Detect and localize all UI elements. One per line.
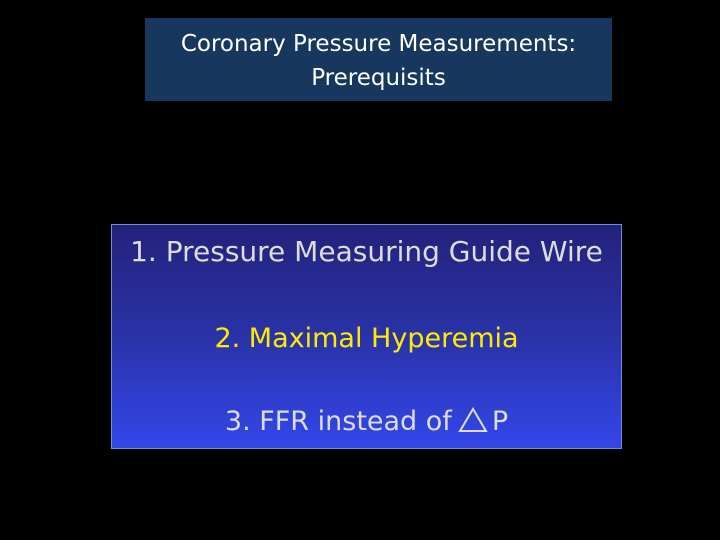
prerequisite-item-3-suffix: P xyxy=(491,406,509,437)
title-line-2: Prerequisits xyxy=(311,65,446,91)
delta-triangle-icon xyxy=(458,407,488,433)
title-line-1: Coronary Pressure Measurements: xyxy=(180,31,577,57)
prerequisite-item-1: 1. Pressure Measuring Guide Wire xyxy=(130,235,603,268)
title-box xyxy=(145,18,612,101)
prerequisite-item-3 xyxy=(112,406,621,437)
prerequisites-box xyxy=(111,224,622,449)
prerequisite-item-3-prefix: 3. FFR instead of xyxy=(224,406,452,437)
prerequisite-item-2: 2. Maximal Hyperemia xyxy=(214,323,519,354)
